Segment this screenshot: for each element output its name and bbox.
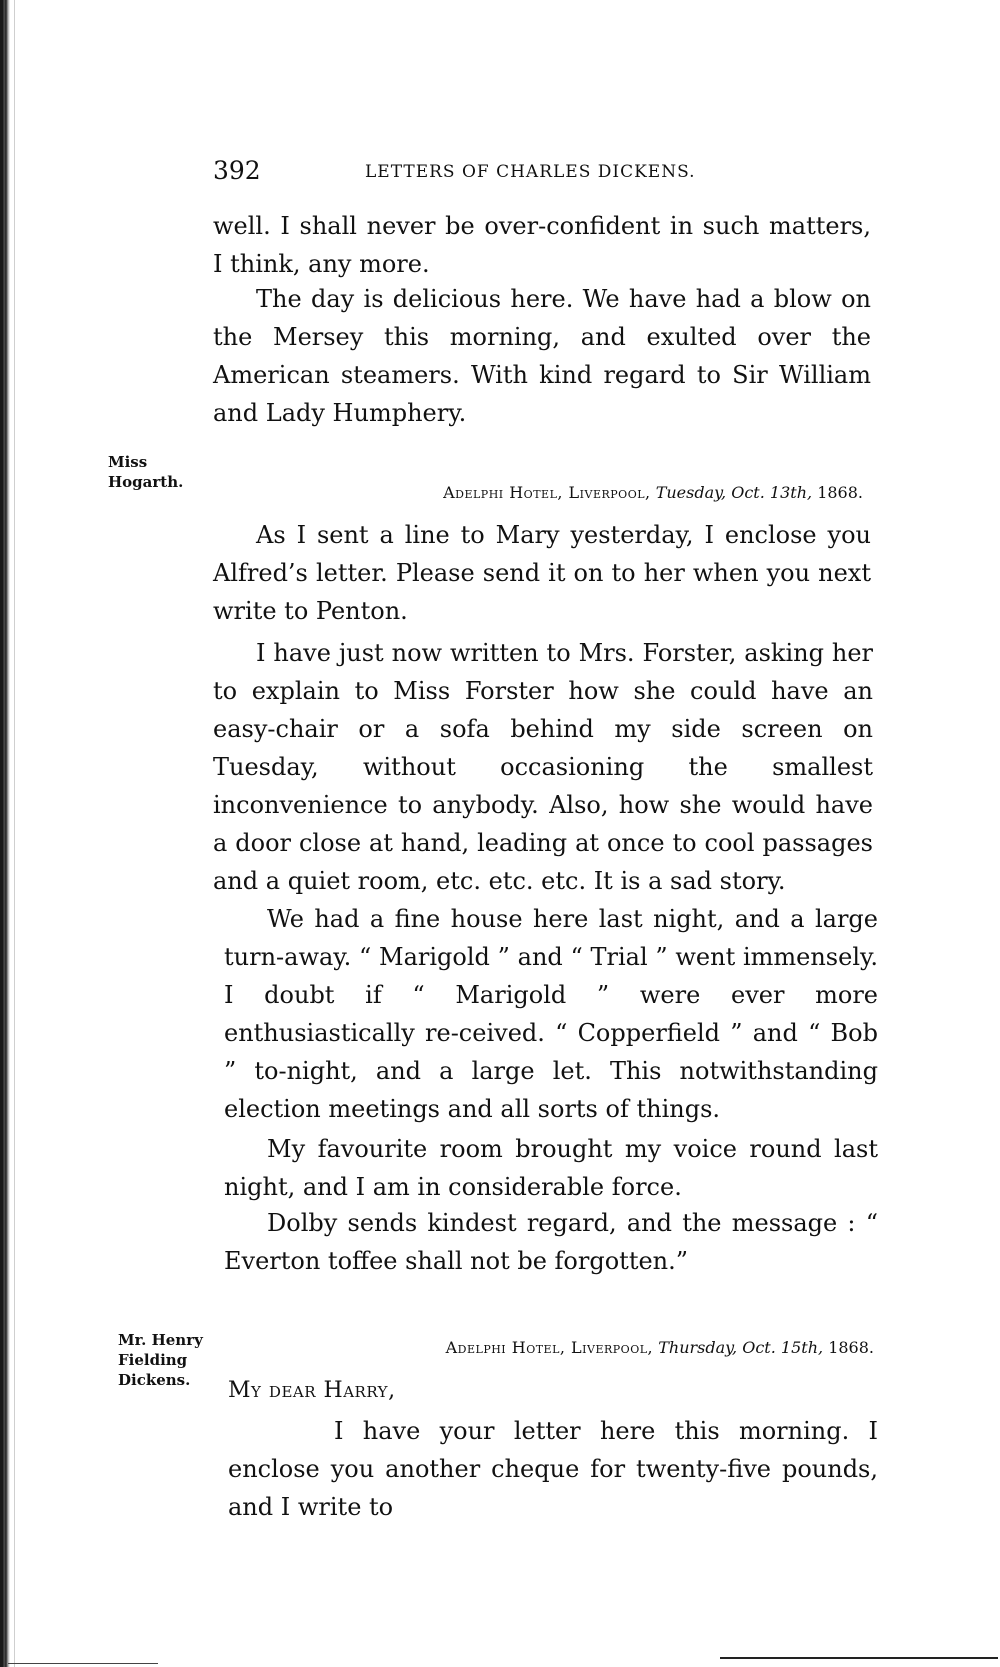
gutter-line: [14, 0, 15, 1667]
letter-paragraph: We had a fine house here last night, and a large turn-away. “ Marigold ” and “ Trial ” went immensely. I doubt if “ Marigold ” were ever more enthusiastically re-ceived. “ Copperfield ” and “ Bob ” to-night, and a large let. This notwithstanding election meetings and all sorts of things.: [224, 905, 878, 1123]
letter-paragraph: My favourite room brought my voice round last night, and I am in considerable force.: [224, 1135, 878, 1201]
recipient-note: [108, 452, 228, 492]
dateline-place: Adelphi Hotel, Liverpool,: [443, 483, 651, 502]
recipient-line: Miss: [108, 453, 148, 471]
running-title: LETTERS OF CHARLES DICKENS.: [365, 162, 696, 182]
recipient-note: [118, 1330, 238, 1390]
book-spine-edge: [0, 0, 10, 1667]
recipient-line: Dickens.: [118, 1371, 191, 1389]
letter-paragraph: As I sent a line to Mary yesterday, I enclose you Alfred’s letter. Please send it on to her when you next write to Penton.: [213, 521, 871, 625]
dateline-place: Adelphi Hotel, Liverpool,: [445, 1338, 654, 1357]
dateline-year: 1868.: [828, 1338, 874, 1357]
continuation-paragraph: The day is delicious here. We have had a blow on the Mersey this morning, and exulted over the American steamers. With kind regard to Sir William and Lady Humphery.: [213, 285, 871, 427]
recipient-line: Fielding: [118, 1351, 188, 1369]
continuation-paragraph: well. I shall never be over-confident in such matters, I think, any more.: [213, 212, 871, 278]
bottom-rule: [720, 1657, 998, 1659]
dateline-year: 1868.: [817, 483, 863, 502]
page-header: [213, 156, 928, 196]
letter-paragraph: I have your letter here this morning. I enclose you another cheque for twenty-five pounds, and I write to: [228, 1417, 878, 1521]
bottom-rule: [8, 1663, 158, 1664]
dateline-day: Thursday, Oct. 15th,: [658, 1338, 824, 1357]
dateline-day: Tuesday, Oct. 13th,: [655, 483, 813, 502]
letter-dateline: [224, 1338, 874, 1357]
letter-dateline: [213, 483, 863, 502]
recipient-line: Hogarth.: [108, 473, 184, 491]
page-number: 392: [213, 156, 261, 185]
salutation: My dear Harry,: [228, 1378, 396, 1403]
letter-paragraph: Dolby sends kindest regard, and the message : “ Everton toffee shall not be forgotten.”: [224, 1209, 878, 1275]
letter-paragraph: I have just now written to Mrs. Forster, asking her to explain to Miss Forster how she could have an easy-chair or a sofa behind my side screen on Tuesday, without occasioning the smallest inconvenience to anybody. Also, how she would have a door close at hand, leading at once to cool passages and a quiet room, etc. etc. etc. It is a sad story.: [213, 639, 873, 895]
recipient-line: Mr. Henry: [118, 1331, 203, 1349]
